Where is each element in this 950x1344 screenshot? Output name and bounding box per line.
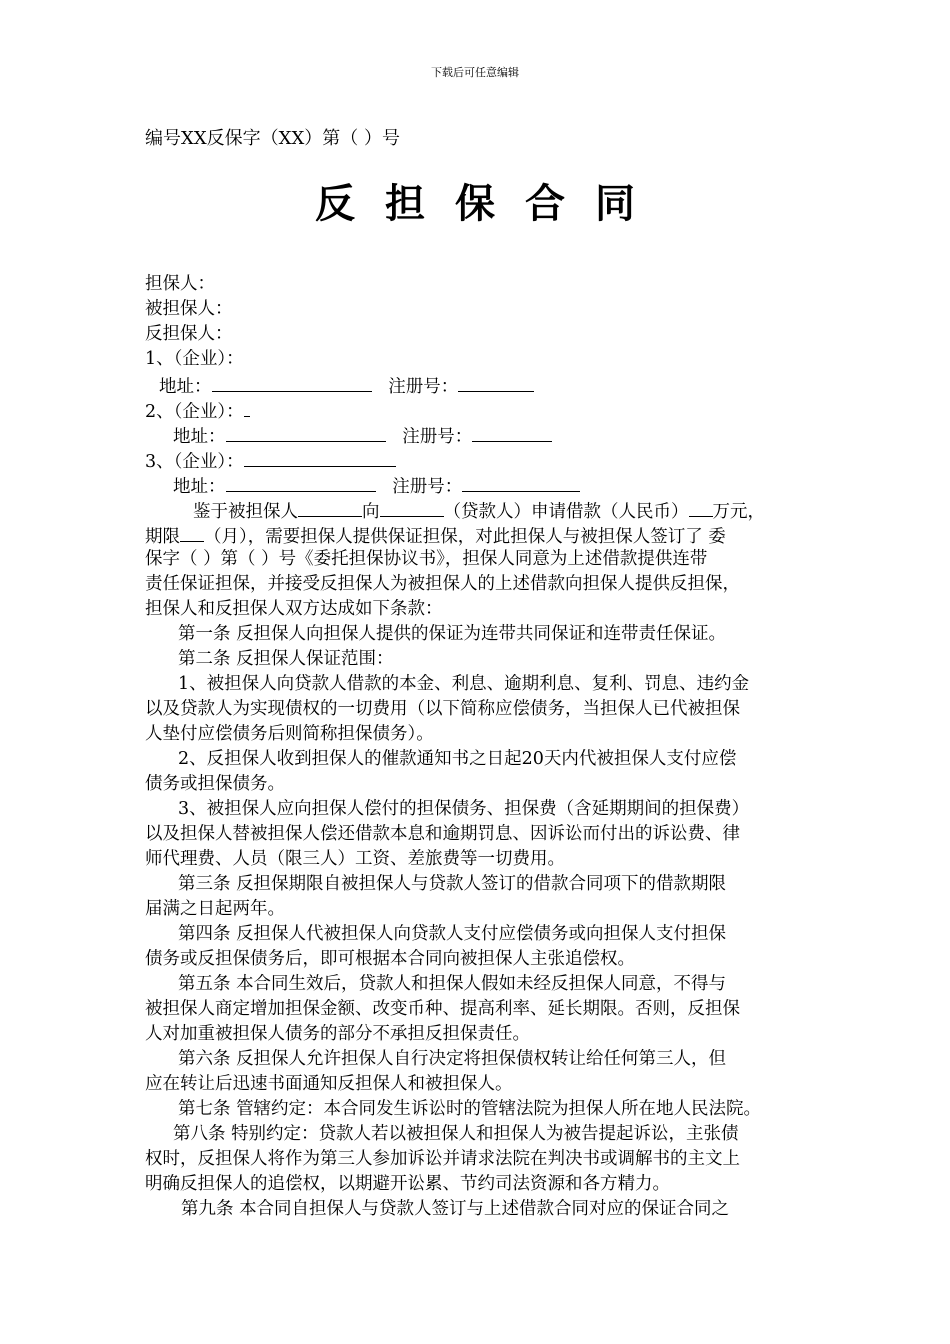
clause-3-line-2: 届满之日起两年。 [145,899,285,919]
address-blank[interactable] [226,422,386,442]
recital-text: 鉴于被担保人 [193,502,298,522]
clause-2: 第二条 反担保人保证范围： [178,649,394,669]
clause-2-item-2-line-2: 债务或担保债务。 [145,774,285,794]
party-3-label-line [145,447,810,472]
clause-3-line-1: 第三条 反担保期限自被担保人与贷款人签订的借款合同项下的借款期限 [178,874,727,894]
recital-text: （贷款人）申请借款（人民币） [443,502,689,522]
clause-5-line-2: 被担保人商定增加担保金额、改变币种、提高利率、延长期限。否则，反担保 [145,999,740,1019]
document-title: 反担保合同 [315,181,665,227]
clause-5-line-1: 第五条 本合同生效后，贷款人和担保人假如未经反担保人同意，不得与 [178,974,727,994]
party-2-blank[interactable] [244,397,250,417]
reg-blank[interactable] [462,472,580,492]
party-2-label: 2、（企业）： [145,402,244,422]
recital-line-5: 担保人和反担保人双方达成如下条款： [145,599,443,619]
clause-2-item-1-line-2: 以及贷款人为实现债权的一切费用（以下简称应偿债务，当担保人已代被担保 [145,699,740,719]
clause-2-item-1-line-3: 人垫付应偿债务后则简称担保债务）。 [145,724,434,744]
party-1-label: 1、（企业）： [145,349,244,369]
clause-1: 第一条 反担保人向担保人提供的保证为连带共同保证和连带责任保证。 [178,624,727,644]
clause-2-item-1-line-1: 1、被担保人向贷款人借款的本金、利息、逾期利息、复利、罚息、违约金 [178,674,750,694]
reg-label: 注册号： [388,377,459,397]
clause-5-line-3: 人对加重被担保人债务的部分不承担反担保责任。 [145,1024,530,1044]
recital-line-4: 责任保证担保，并接受反担保人为被担保人的上述借款向担保人提供反担保， [145,574,740,594]
clause-2-item-3-line-1: 3、被担保人应向担保人偿付的担保债务、担保费（含延期期间的担保费） [178,799,750,819]
guaranteed-line: 被担保人： [145,299,233,319]
clause-4-line-2: 债务或反担保债务后，即可根据本合同向被担保人主张追偿权。 [145,949,635,969]
party-3-address-line [145,472,810,497]
clause-8-line-1: 第八条 特别约定：贷款人若以被担保人和担保人为被告提起诉讼，主张债 [173,1124,739,1144]
party-3-blank[interactable] [244,447,396,467]
clause-8-line-3: 明确反担保人的追偿权，以期避开讼累、节约司法资源和各方精力。 [145,1174,670,1194]
reg-label: 注册号： [402,427,473,447]
counter-guarantor-line: 反担保人： [145,324,233,344]
clause-6-line-1: 第六条 反担保人允许担保人自行决定将担保债权转让给任何第三人，但 [178,1049,727,1069]
address-label: 地址： [173,427,226,447]
guarantor-line: 担保人： [145,274,215,294]
reg-blank[interactable] [472,422,552,442]
reg-label: 注册号： [392,477,463,497]
recital-blank[interactable] [380,497,444,517]
clause-6-line-2: 应在转让后迅速书面通知反担保人和被担保人。 [145,1074,513,1094]
reg-blank[interactable] [458,372,534,392]
clause-2-item-3-line-3: 师代理费、人员（限三人）工资、差旅费等一切费用。 [145,849,565,869]
clause-2-item-2-line-1: 2、反担保人收到担保人的催款通知书之日起20天内代被担保人支付应偿 [178,749,737,769]
recital-blank[interactable] [689,497,713,517]
recital-text: 向 [362,502,380,522]
address-label: 地址： [173,477,226,497]
header-note: 下载后可任意编辑 [431,66,519,79]
clause-7: 第七条 管辖约定：本合同发生诉讼时的管辖法院为担保人所在地人民法院。 [178,1099,762,1119]
recital-text: 期限 [145,527,180,547]
recital-line-2 [145,522,810,547]
document-number: 编号XX反保字（XX）第（ ）号 [145,128,400,149]
recital-line-1 [145,497,810,522]
clause-2-item-3-line-2: 以及担保人替被担保人偿还借款本息和逾期罚息、因诉讼而付出的诉讼费、律 [145,824,740,844]
party-1-address-line [145,372,810,397]
address-label: 地址： [159,377,212,397]
clause-4-line-1: 第四条 反担保人代被担保人向贷款人支付应偿债务或向担保人支付担保 [178,924,727,944]
party-2-address-line [145,422,810,447]
address-blank[interactable] [226,472,376,492]
recital-text: （月），需要担保人提供保证担保，对此担保人与被担保人签订了 委 [204,527,726,547]
address-blank[interactable] [212,372,372,392]
recital-text: 万元， [712,502,765,522]
party-3-label: 3、（企业）： [145,452,244,472]
clause-9-line-1: 第九条 本合同自担保人与贷款人签订与上述借款合同对应的保证合同之 [181,1199,730,1219]
clause-8-line-2: 权时，反担保人将作为第三人参加诉讼并请求法院在判决书或调解书的主文上 [145,1149,740,1169]
document-body [145,272,810,1222]
recital-blank[interactable] [180,522,204,542]
recital-line-3: 保字（ ）第（ ）号《委托担保协议书》，担保人同意为上述借款提供连带 [145,549,708,569]
recital-blank[interactable] [298,497,362,517]
party-2-label-line [145,397,810,422]
